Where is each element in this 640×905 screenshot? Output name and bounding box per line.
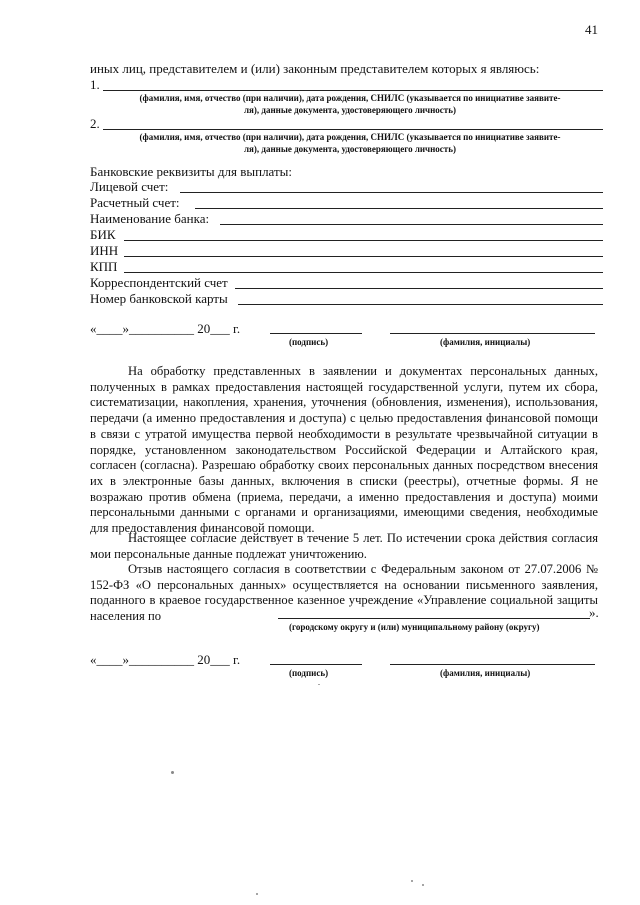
consent-paragraph-2 xyxy=(90,531,598,562)
name-line-2[interactable] xyxy=(390,664,595,665)
closing-quote: ». xyxy=(589,605,599,620)
scan-speck xyxy=(422,884,424,886)
bank-field-label: Лицевой счет: xyxy=(90,179,169,194)
bank-field-label: Наименование банка: xyxy=(90,211,210,226)
okrug-caption: (городскому округу и (или) муниципальному району (округу) xyxy=(289,622,540,632)
bank-field-line-settlement[interactable] xyxy=(195,208,603,209)
date-field-2[interactable]: «____»__________ 20___ г. xyxy=(90,652,241,667)
person-1-caption-line1: (фамилия, имя, отчество (при наличии), дата рождения, СНИЛС (указывается по инициативе заявите- xyxy=(139,93,561,103)
scan-speck xyxy=(411,880,413,882)
signature-caption-2: (подпись) xyxy=(289,668,329,678)
person-1-caption xyxy=(100,92,600,116)
bank-heading: Банковские реквизиты для выплаты: xyxy=(90,164,293,179)
bank-field-label: Номер банковской карты xyxy=(90,291,228,306)
name-caption-2: (фамилия, инициалы) xyxy=(440,668,531,678)
person-2-number: 2. xyxy=(90,116,100,131)
okrug-line[interactable] xyxy=(278,618,590,619)
page-number: 41 xyxy=(585,22,598,37)
scan-speck xyxy=(256,893,258,895)
signature-line-2[interactable] xyxy=(270,664,362,665)
person-2-caption-line1: (фамилия, имя, отчество (при наличии), дата рождения, СНИЛС (указывается по инициативе заявите- xyxy=(139,132,561,142)
consent-text-3-prefix: Отзыв настоящего согласия в соответствии с Федеральным законом от 27.07.2006 № 152-ФЗ «О персональных данных» осуществляется на основании письменного заявления, поданного в краевое государственное казенное учреждение «Управление социальной защиты населения по xyxy=(90,562,598,624)
person-2-caption xyxy=(100,131,600,155)
bank-field-line-card[interactable] xyxy=(238,304,603,305)
person-1-line[interactable] xyxy=(103,90,603,91)
bank-field-line-inn[interactable] xyxy=(124,256,603,257)
bank-field-line-account[interactable] xyxy=(180,192,603,193)
bank-field-label: БИК xyxy=(90,227,116,242)
consent-text-1: На обработку представленных в заявлении и документах персональных данных, полученных в рамках предоставления настоящей государственной услуги, путем их сбора, систематизации, накопления, хранения, уточнения (обновления, изменения), использования, передачи (а именно предоставления и доступа) с целью предоставления финансовой помощи в связи с утратой имущества первой необходимости в результате чрезвычайной ситуации в порядке, установленном законодательством Российской Федерации и Алтайского края, согласен (согласна). Разрешаю обработку своих персональных данных посредством внесения их в электронные базы данных, включения в списки (реестры), отчетные формы. Я не возражаю против обмена (приема, передачи, а именно предоставления и доступа) моими персональными данными с органами и организациями, имеющими сведения, необходимые для предоставления финансовой помощи. xyxy=(90,364,598,536)
scan-speck xyxy=(318,684,320,685)
bank-field-label: ИНН xyxy=(90,243,119,258)
bank-field-label: КПП xyxy=(90,259,118,274)
intro-line: иных лиц, представителем и (или) законным представителем которых я являюсь: xyxy=(90,61,540,76)
bank-field-label: Корреспондентский счет xyxy=(90,275,228,290)
bank-field-line-kpp[interactable] xyxy=(124,272,603,273)
consent-paragraph-3 xyxy=(90,562,598,625)
person-2-caption-line2: ля), данные документа, удостоверяющего личность) xyxy=(244,144,456,154)
name-line[interactable] xyxy=(390,333,595,334)
person-2-line[interactable] xyxy=(103,129,603,130)
person-1-caption-line2: ля), данные документа, удостоверяющего личность) xyxy=(244,105,456,115)
signature-caption: (подпись) xyxy=(289,337,329,347)
signature-line[interactable] xyxy=(270,333,362,334)
person-1-number: 1. xyxy=(90,77,100,92)
bank-field-line-bik[interactable] xyxy=(124,240,603,241)
bank-field-line-corr[interactable] xyxy=(235,288,603,289)
consent-text-2: Настоящее согласие действует в течение 5 лет. По истечении срока действия согласия мои персональные данные подлежат уничтожению. xyxy=(90,531,598,561)
date-field[interactable]: «____»__________ 20___ г. xyxy=(90,321,241,336)
consent-text-3 xyxy=(90,562,598,625)
scan-speck xyxy=(171,771,174,774)
name-caption: (фамилия, инициалы) xyxy=(440,337,531,347)
bank-field-line-bank-name[interactable] xyxy=(220,224,603,225)
consent-paragraph-1 xyxy=(90,364,598,537)
bank-field-label: Расчетный счет: xyxy=(90,195,180,210)
